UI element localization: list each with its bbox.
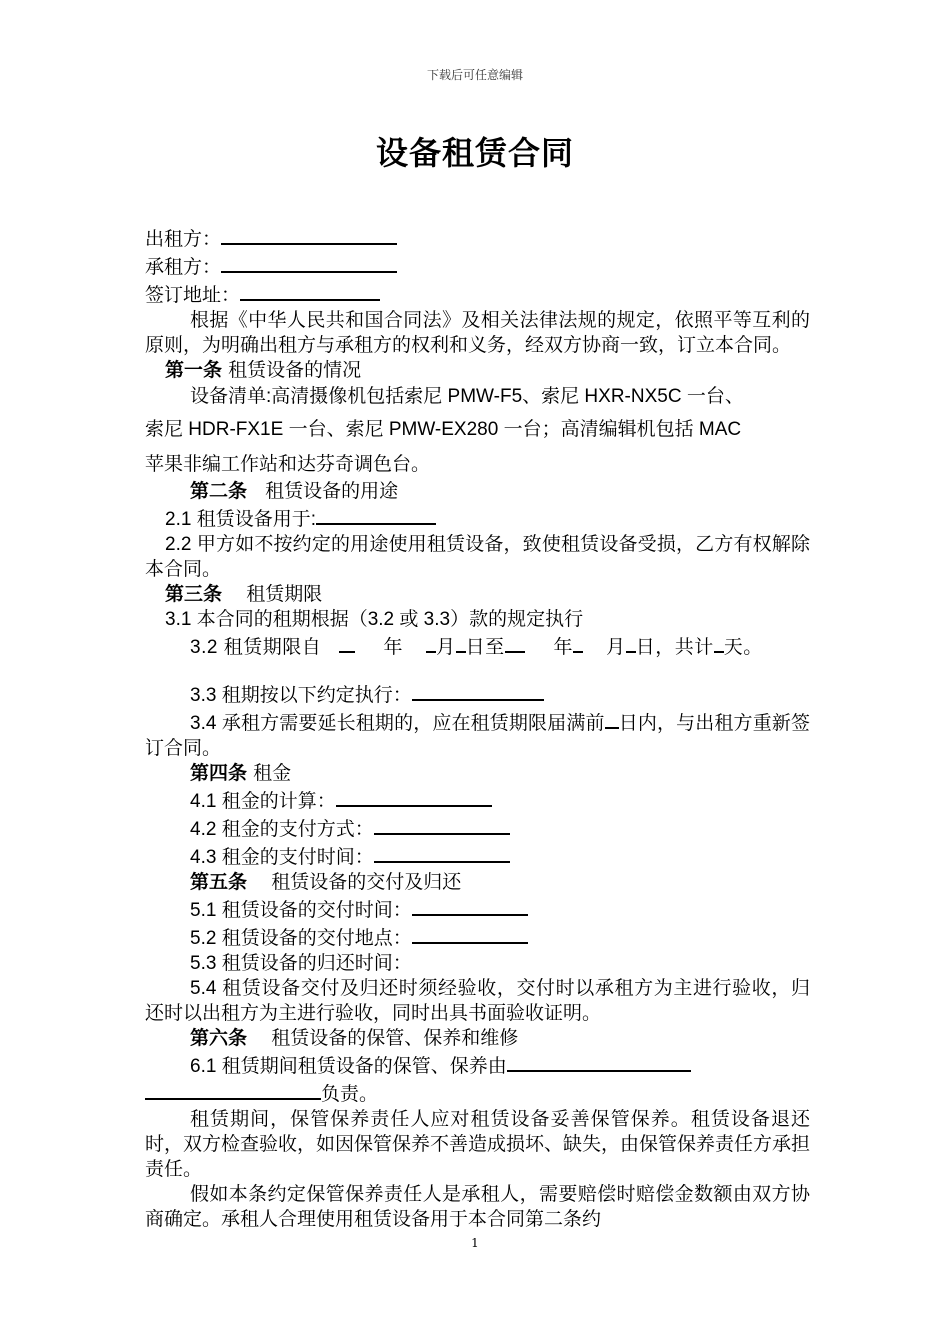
clause-3-1: 3.1 本合同的租期根据（3.2 或 3.3）款的规定执行	[165, 609, 584, 630]
contract-body	[145, 224, 810, 1232]
article-3-heading: 第三条 租赁期限	[165, 583, 323, 605]
article-4-heading: 第四条 租金	[190, 762, 292, 784]
clause-3-3: 3.3 租期按以下约定执行：	[145, 680, 810, 708]
document-title: 设备租赁合同	[375, 134, 574, 172]
lessor-line: 出租方：	[145, 224, 810, 252]
clause-4-1: 4.1 租金的计算：	[145, 786, 810, 814]
lessee-blank	[221, 252, 397, 273]
clause-6-1-cont: 负责。	[145, 1079, 810, 1107]
article-2-heading: 第二条 租赁设备的用途	[190, 480, 399, 502]
clause-6-1: 6.1 租赁期间租赁设备的保管、保养由	[145, 1051, 810, 1079]
clause-4-2: 4.2 租金的支付方式：	[145, 814, 810, 842]
intro-paragraph: 根据《中华人民共和国合同法》及相关法律法规的规定，依照平等互利的原则，为明确出租方与承租方的权利和义务，经双方协商一致，订立本合同。	[145, 309, 810, 356]
article-1-heading: 第一条 租赁设备的情况	[165, 359, 362, 381]
clause-5-4: 5.4 租赁设备交付及归还时须经验收，交付时以承租方为主进行验收，归还时以出租方为主进行验收，同时出具书面验收证明。	[145, 978, 810, 1024]
equipment-list-line-3: 苹果非编工作站和达芬奇调色台。	[145, 453, 431, 475]
term-blank	[412, 680, 544, 701]
clause-5-3: 5.3 租赁设备的归还时间：	[190, 953, 412, 974]
lessor-blank	[221, 224, 397, 245]
clause-3-2: 3.2 租赁期限自 年 月 日至 年 月 日，共计 天。	[145, 632, 810, 660]
equipment-list-line-1: 设备清单:高清摄像机包括索尼 PMW-F5、索尼 HXR-NX5C 一台、	[190, 386, 744, 407]
page-header: 下载后可任意编辑	[426, 68, 523, 82]
clause-5-2: 5.2 租赁设备的交付地点：	[145, 923, 810, 951]
equipment-list-line-2: 索尼 HDR-FX1E 一台、索尼 PMW-EX280 一台；高清编辑机包括 MAC	[145, 419, 742, 440]
page-number: 1	[471, 1236, 479, 1250]
lessee-line: 承租方：	[145, 252, 810, 280]
clause-4-3: 4.3 租金的支付时间：	[145, 842, 810, 870]
clause-3-4: 3.4 承租方需要延长租期的，应在租赁期限届满前 日内，与出租方重新签订合同。	[145, 708, 810, 761]
sign-place-line: 签订地址：	[145, 280, 810, 308]
article-5-heading: 第五条 租赁设备的交付及归还	[190, 871, 462, 893]
clause-5-1: 5.1 租赁设备的交付时间：	[145, 895, 810, 923]
usage-blank	[316, 504, 436, 525]
paragraph-compensation: 假如本条约定保管保养责任人是承租人，需要赔偿时赔偿金数额由双方协商确定。承租人合理使用租赁设备用于本合同第二条约	[145, 1183, 810, 1230]
clause-2-1: 2.1 租赁设备用于:	[145, 504, 810, 532]
sign-place-blank	[240, 280, 380, 301]
article-6-heading: 第六条 租赁设备的保管、保养和维修	[190, 1027, 519, 1049]
paragraph-maintenance: 租赁期间，保管保养责任人应对租赁设备妥善保管保养。租赁设备退还时，双方检查验收，如因保管保养不善造成损坏、缺失，由保管保养责任方承担责任。	[145, 1108, 811, 1180]
clause-2-2: 2.2 甲方如不按约定的用途使用租赁设备，致使租赁设备受损，乙方有权解除本合同。	[145, 534, 810, 580]
